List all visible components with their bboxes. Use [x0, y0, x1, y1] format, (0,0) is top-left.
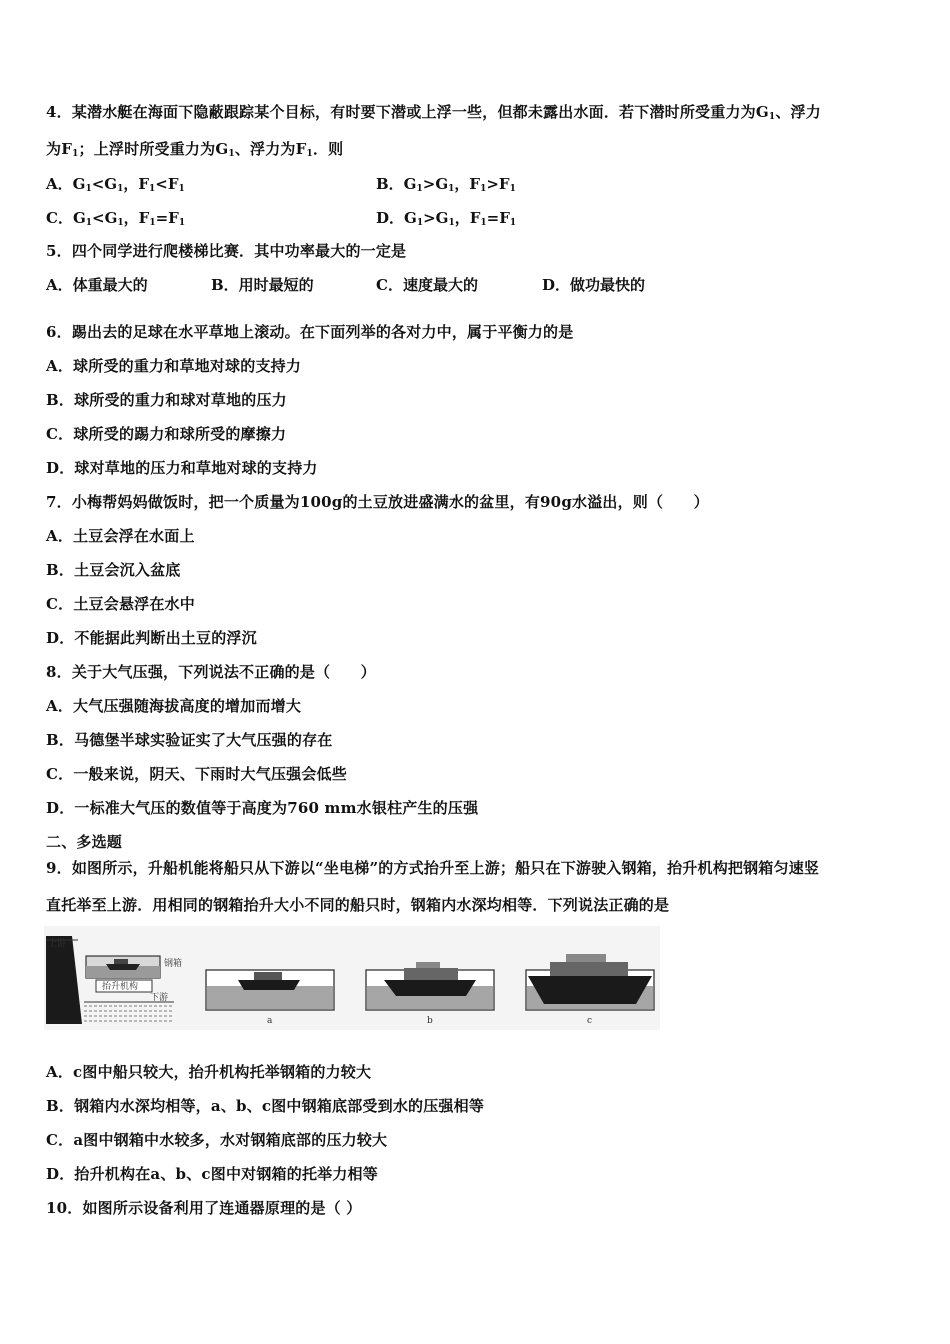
q6-option-d: D．球对草地的压力和草地对球的支持力 [46, 459, 318, 477]
q6-stem: 6．踢出去的足球在水平草地上滚动。在下面列举的各对力中，属于平衡力的是 [46, 323, 574, 341]
q10-stem: 10．如图所示设备利用了连通器原理的是（ ） [46, 1199, 362, 1217]
lift-schematic [46, 936, 182, 1024]
q6-option-b: B．球所受的重力和球对草地的压力 [46, 391, 287, 409]
q8-option-d: D．一标准大气压的数值等于高度为760 mm水银柱产生的压强 [46, 799, 479, 817]
q9-option-a: A．c图中船只较大，抬升机构托举钢箱的力较大 [46, 1063, 372, 1081]
panel-b-label: b [427, 1016, 433, 1026]
downstream-water-lines [84, 1006, 174, 1021]
label-downstream: 下游 [150, 993, 169, 1003]
small-ship-icon [106, 964, 140, 970]
q9-stem-line1: 9．如图所示，升船机能将船只从下游以“坐电梯”的方式抬升至上游；船只在下游驶入钢箱，抬升机构把钢箱匀速竖 [46, 859, 820, 877]
q8-option-a: A．大气压强随海拔高度的增加而增大 [46, 697, 302, 715]
q7-option-a: A．土豆会浮在水面上 [46, 527, 195, 545]
q8-option-c: C．一般来说，阴天、下雨时大气压强会低些 [46, 765, 347, 783]
ship-b-icon [384, 980, 476, 996]
ship-a-icon [238, 980, 300, 990]
q4-stem-line2: 为$F_1$；上浮时所受重力为$G_1$、浮力为$F_1$．则 [46, 140, 344, 159]
q4-stem-line1: 4．某潜水艇在海面下隐蔽跟踪某个目标，有时要下潜或上浮一些，但都未露出水面．若下潜时所受重力为$G_1$、浮力 [46, 103, 821, 122]
panel-c-label: c [587, 1016, 593, 1026]
q4-option-c: C．$G_1<G_1$，$F_1=F_1$ [46, 209, 186, 228]
q9-option-b: B．钢箱内水深均相等，a、b、c图中钢箱底部受到水的压强相等 [46, 1097, 485, 1115]
q5-option-c: C．速度最大的 [376, 276, 478, 294]
q5-option-d: D．做功最快的 [542, 276, 646, 294]
ship-lift-diagram [44, 926, 660, 1030]
section-heading-multi-choice: 二、多选题 [46, 833, 123, 851]
q8-stem: 8．关于大气压强，下列说法不正确的是（ ） [46, 663, 376, 681]
panel-c [526, 954, 654, 1026]
q6-option-a: A．球所受的重力和草地对球的支持力 [46, 357, 302, 375]
q8-option-b: B．马德堡半球实验证实了大气压强的存在 [46, 731, 333, 749]
q7-stem: 7．小梅帮妈妈做饭时，把一个质量为100g的土豆放进盛满水的盆里，有90g水溢出，则（ ） [46, 493, 709, 511]
ship-c-icon [528, 976, 652, 1004]
dam-wall [46, 936, 82, 1024]
q9-stem-line2: 直托举至上游．用相同的钢箱抬升大小不同的船只时，钢箱内水深均相等．下列说法正确的是 [46, 896, 670, 914]
q7-option-c: C．土豆会悬浮在水中 [46, 595, 195, 613]
q7-option-d: D．不能据此判断出土豆的浮沉 [46, 629, 257, 647]
q5-option-a: A．体重最大的 [46, 276, 148, 294]
label-lift-mechanism: 抬升机构 [102, 982, 139, 992]
q6-option-c: C．球所受的踢力和球所受的摩擦力 [46, 425, 287, 443]
panel-b [366, 962, 494, 1026]
panel-a [206, 970, 334, 1026]
label-upstream: 上游 [48, 939, 67, 949]
q9-option-d: D．抬升机构在a、b、c图中对钢箱的托举力相等 [46, 1165, 378, 1183]
q7-option-b: B．土豆会沉入盆底 [46, 561, 181, 579]
q5-stem: 5．四个同学进行爬楼梯比赛．其中功率最大的一定是 [46, 242, 407, 260]
panel-a-label: a [267, 1016, 273, 1026]
ship-lift-figure [44, 926, 660, 1030]
q4-option-a: A．$G_1<G_1$，$F_1<F_1$ [46, 175, 185, 194]
q4-option-b: B．$G_1>G_1$，$F_1>F_1$ [376, 175, 516, 194]
label-steel-box: 钢箱 [164, 959, 183, 969]
q4-option-d: D．$G_1>G_1$，$F_1=F_1$ [376, 209, 517, 228]
q5-option-b: B．用时最短的 [211, 276, 314, 294]
q9-option-c: C．a图中钢箱中水较多，水对钢箱底部的压力较大 [46, 1131, 388, 1149]
